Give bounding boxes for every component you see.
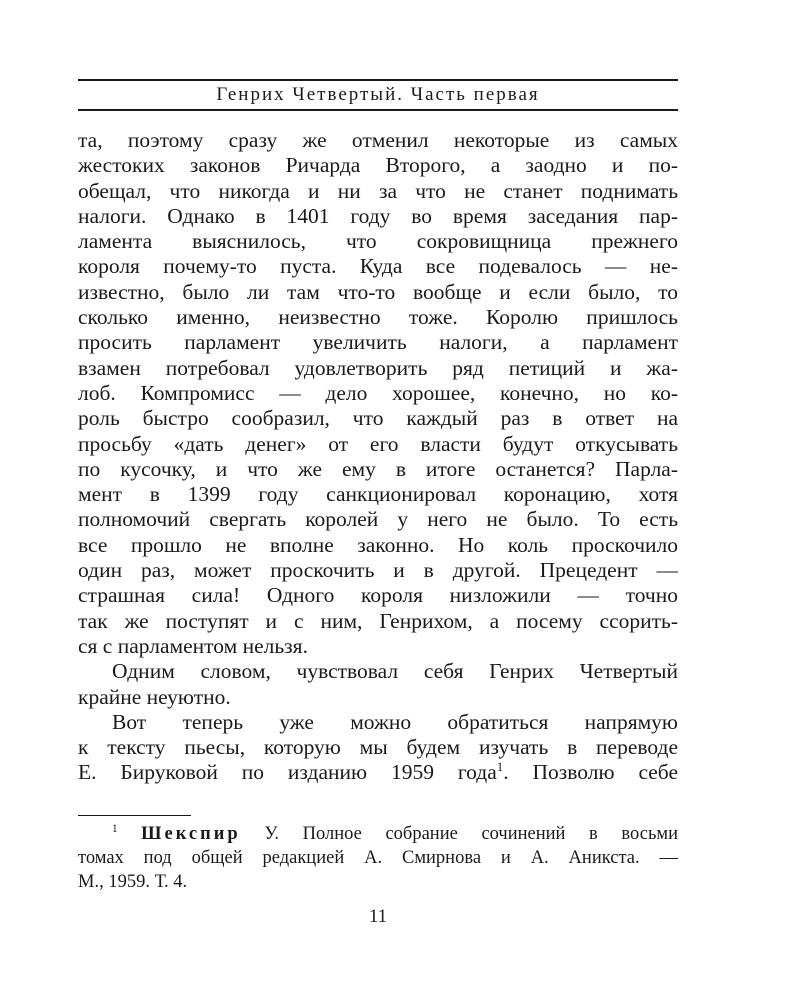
footnote-reference[interactable]: 1 bbox=[496, 760, 504, 775]
text-line: просьбу «дать денег» от его власти будут откусывать bbox=[78, 431, 678, 456]
footnote-author: Шекспир bbox=[141, 824, 241, 844]
running-head bbox=[78, 79, 678, 111]
text-line: один раз, может проскочить и в другой. Прецедент — bbox=[78, 558, 678, 583]
text-line: мент в 1399 году санкционировал коронацию, хотя bbox=[78, 482, 678, 507]
text-line: по кусочку, и что же ему в итоге останется? Парла- bbox=[78, 456, 678, 481]
text-line: к тексту пьесы, которую мы будем изучать в переводе bbox=[78, 735, 678, 760]
text-line: крайне неуютно. bbox=[78, 684, 231, 709]
footnote-text: У. Полное собрание сочинений в восьми bbox=[240, 824, 678, 844]
text-line: Одним словом, чувствовал себя Генрих Четвертый bbox=[112, 659, 678, 684]
text-line: короля почему-то пуста. Куда все подевалось — не- bbox=[78, 254, 678, 279]
footnote-line: томах под общей редакцией А. Смирнова и А. Аникста. — bbox=[78, 848, 678, 868]
text-line: жестоких законов Ричарда Второго, а заодно и по- bbox=[78, 153, 678, 178]
text-line: все прошло не вполне законно. Но коль проскочило bbox=[78, 532, 678, 557]
footnote bbox=[78, 822, 678, 894]
page-number: 11 bbox=[368, 906, 388, 927]
text-line-content: Е. Бируковой по изданию 1959 года bbox=[78, 760, 497, 785]
footnote-line bbox=[78, 822, 678, 846]
text-line: налоги. Однако в 1401 году во время заседания пар- bbox=[78, 203, 678, 228]
text-line: роль быстро сообразил, что каждый раз в ответ на bbox=[78, 406, 678, 431]
text-line bbox=[78, 760, 678, 785]
main-text bbox=[78, 128, 678, 786]
text-line: страшная сила! Одного короля низложили — точно bbox=[78, 583, 678, 608]
text-line: известно, было ли там что-то вообще и если было, то bbox=[78, 279, 678, 304]
text-line: та, поэтому сразу же отменил некоторые из самых bbox=[78, 128, 678, 152]
text-line: ламента выяснилось, что сокровищница прежнего bbox=[78, 229, 678, 254]
text-line: взамен потребовал удовлетворить ряд петиций и жа- bbox=[78, 355, 678, 380]
footnote-divider bbox=[78, 815, 191, 816]
text-line: просить парламент увеличить налоги, а парламент bbox=[78, 330, 678, 355]
text-line: ся с парламентом нельзя. bbox=[78, 633, 308, 658]
text-line-tail: . Позволю себе bbox=[503, 760, 678, 785]
text-line: полномочий свергать королей у него не было. То есть bbox=[78, 507, 678, 532]
text-line: обещал, что никогда и ни за что не станет поднимать bbox=[78, 178, 678, 203]
text-line: так же поступят и с ним, Генрихом, а посему ссорить- bbox=[78, 608, 678, 633]
running-head-title: Генрих Четвертый. Часть первая bbox=[216, 84, 540, 105]
text-line: лоб. Компромисс — дело хорошее, конечно, но ко- bbox=[78, 380, 678, 405]
footnote-line: М., 1959. Т. 4. bbox=[78, 872, 188, 892]
footnote-marker: 1 bbox=[112, 822, 118, 835]
text-line: Вот теперь уже можно обратиться напрямую bbox=[112, 709, 678, 734]
text-line: сколько именно, неизвестно тоже. Королю пришлось bbox=[78, 305, 678, 330]
